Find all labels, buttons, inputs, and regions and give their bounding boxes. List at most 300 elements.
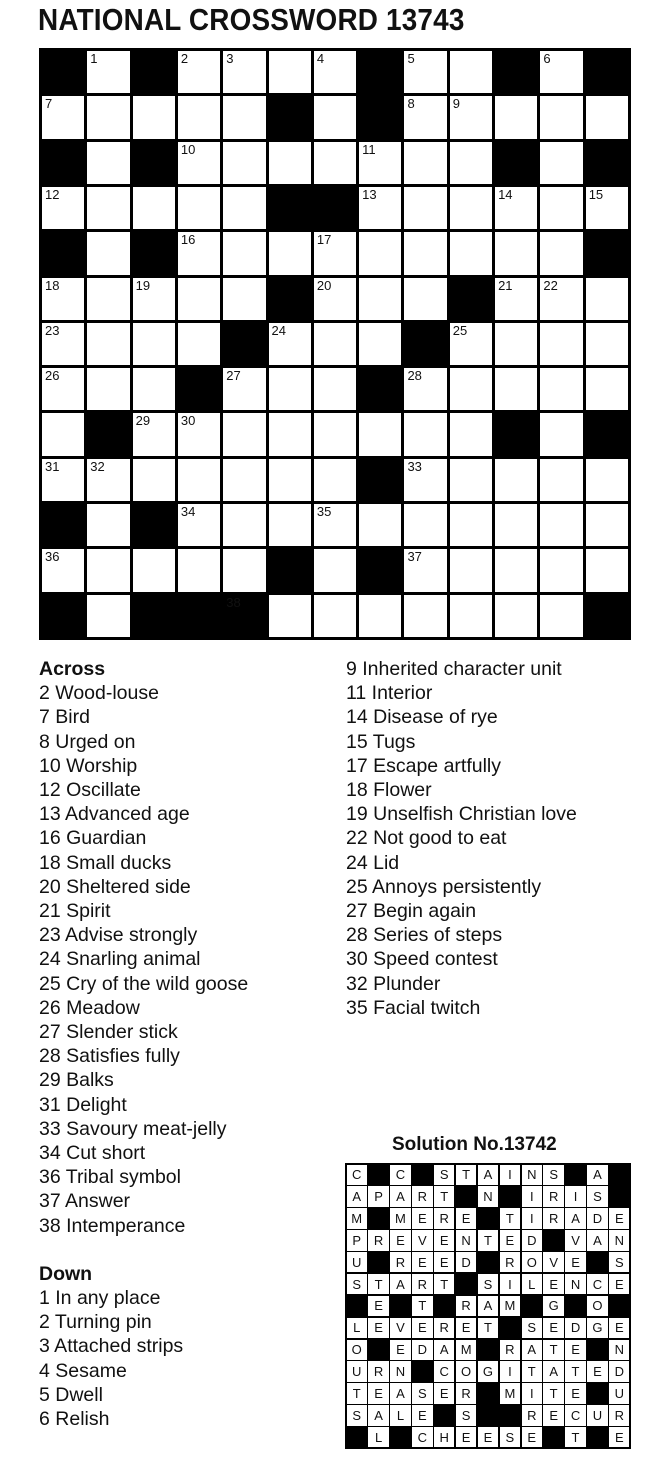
black-square	[269, 278, 311, 320]
grid-cell[interactable]	[133, 187, 175, 229]
solution-letter: P	[347, 1230, 367, 1250]
black-square	[223, 595, 265, 637]
solution-title: Solution No.13742	[392, 1134, 557, 1155]
grid-cell[interactable]	[314, 504, 356, 546]
clue-number: 19	[135, 277, 151, 293]
solution-letter: E	[434, 1252, 454, 1272]
solution-letter: A	[587, 1230, 607, 1250]
black-square	[42, 232, 84, 274]
black-square	[269, 96, 311, 138]
solution-letter: N	[609, 1340, 629, 1360]
grid-cell[interactable]	[359, 187, 401, 229]
grid-cell[interactable]	[133, 323, 175, 365]
solution-letter: A	[522, 1340, 542, 1360]
clue-number: 25	[452, 322, 468, 338]
grid-cell[interactable]	[359, 413, 401, 455]
grid-cell[interactable]	[223, 51, 265, 93]
solution-letter: L	[347, 1318, 367, 1338]
solution-letter: E	[609, 1208, 629, 1228]
grid-cell[interactable]	[314, 595, 356, 637]
solution-black-square	[543, 1230, 563, 1250]
grid-cell[interactable]	[404, 459, 446, 501]
grid-cell[interactable]	[133, 368, 175, 410]
grid-cell[interactable]	[87, 549, 129, 591]
grid-cell[interactable]	[133, 278, 175, 320]
grid-cell[interactable]	[540, 278, 582, 320]
grid-cell[interactable]	[314, 413, 356, 455]
solution-letter: T	[456, 1165, 476, 1185]
black-square	[133, 51, 175, 93]
solution-letter: D	[565, 1318, 585, 1338]
clue-number: 22	[543, 277, 558, 293]
clues-left-column	[39, 657, 248, 1431]
solution-letter: S	[609, 1252, 629, 1272]
grid-cell[interactable]	[87, 504, 129, 546]
clue: 23 Advise strongly	[39, 924, 198, 947]
grid-cell[interactable]	[540, 187, 582, 229]
grid-cell[interactable]	[42, 187, 84, 229]
solution-letter: L	[522, 1274, 542, 1294]
black-square	[87, 413, 129, 455]
grid-cell[interactable]	[450, 504, 492, 546]
grid-cell[interactable]	[586, 504, 628, 546]
grid-cell[interactable]	[359, 278, 401, 320]
grid-cell[interactable]	[540, 96, 582, 138]
grid-cell[interactable]	[404, 187, 446, 229]
grid-cell[interactable]	[495, 232, 537, 274]
grid-cell[interactable]	[540, 51, 582, 93]
grid-cell[interactable]	[359, 504, 401, 546]
solution-letter: M	[500, 1383, 520, 1403]
grid-cell[interactable]	[87, 51, 129, 93]
clue-number: 12	[45, 186, 60, 202]
clue: 36 Tribal symbol	[39, 1166, 181, 1189]
solution-letter: S	[434, 1165, 454, 1185]
solution-letter: L	[390, 1405, 410, 1425]
clue-number: 1	[90, 51, 98, 66]
grid-cell[interactable]	[495, 504, 537, 546]
solution-letter: N	[609, 1230, 629, 1250]
grid-cell[interactable]	[269, 232, 311, 274]
solution-letter: A	[368, 1405, 388, 1425]
grid-cell[interactable]	[495, 278, 537, 320]
grid-cell[interactable]	[450, 323, 492, 365]
clue-number: 11	[362, 141, 376, 157]
grid-cell[interactable]	[223, 232, 265, 274]
grid-cell[interactable]	[178, 96, 220, 138]
grid-cell[interactable]	[495, 595, 537, 637]
black-square	[42, 504, 84, 546]
solution-letter: G	[478, 1361, 498, 1381]
grid-cell[interactable]	[87, 142, 129, 184]
solution-letter: S	[478, 1274, 498, 1294]
grid-cell[interactable]	[223, 278, 265, 320]
solution-letter: T	[478, 1318, 498, 1338]
solution-grid	[345, 1163, 631, 1449]
solution-letter: S	[456, 1405, 476, 1425]
grid-cell[interactable]	[223, 504, 265, 546]
grid-cell[interactable]	[450, 96, 492, 138]
clue: 1 In any place	[39, 1287, 161, 1310]
clue: 5 Dwell	[39, 1383, 103, 1406]
grid-cell[interactable]	[87, 232, 129, 274]
grid-cell[interactable]	[178, 413, 220, 455]
grid-cell[interactable]	[404, 549, 446, 591]
black-square	[42, 51, 84, 93]
solution-black-square	[587, 1340, 607, 1360]
grid-cell[interactable]	[450, 187, 492, 229]
grid-cell[interactable]	[404, 232, 446, 274]
clue: 4 Sesame	[39, 1359, 127, 1382]
clue: 30 Speed contest	[346, 948, 498, 971]
grid-cell[interactable]	[269, 142, 311, 184]
black-square	[359, 459, 401, 501]
grid-cell[interactable]	[87, 96, 129, 138]
solution-black-square	[500, 1318, 520, 1338]
solution-letter: R	[609, 1405, 629, 1425]
grid-cell[interactable]	[223, 187, 265, 229]
grid-cell[interactable]	[314, 142, 356, 184]
grid-cell[interactable]	[404, 504, 446, 546]
grid-cell[interactable]	[495, 459, 537, 501]
solution-letter: N	[522, 1165, 542, 1185]
solution-letter: A	[347, 1186, 367, 1206]
grid-cell[interactable]	[133, 413, 175, 455]
solution-black-square	[522, 1296, 542, 1316]
black-square	[586, 413, 628, 455]
solution-letter: T	[565, 1361, 585, 1381]
solution-letter: T	[500, 1208, 520, 1228]
clue: 35 Facial twitch	[346, 996, 481, 1019]
solution-letter: L	[368, 1427, 388, 1447]
grid-cell[interactable]	[450, 549, 492, 591]
clue-number: 38	[226, 594, 241, 610]
solution-letter: D	[609, 1361, 629, 1381]
grid-cell[interactable]	[42, 96, 84, 138]
grid-cell[interactable]	[314, 323, 356, 365]
clue: 24 Lid	[346, 851, 400, 874]
grid-cell[interactable]	[586, 323, 628, 365]
solution-letter: D	[412, 1340, 432, 1360]
solution-letter: E	[543, 1318, 563, 1338]
solution-letter: E	[368, 1383, 388, 1403]
clue-number: 36	[45, 549, 60, 565]
grid-cell[interactable]	[178, 278, 220, 320]
grid-cell[interactable]	[133, 459, 175, 501]
solution-letter: T	[478, 1230, 498, 1250]
clue: 9 Inherited character unit	[346, 658, 562, 680]
solution-letter: E	[565, 1252, 585, 1272]
grid-cell[interactable]	[178, 504, 220, 546]
grid-cell[interactable]	[404, 413, 446, 455]
solution-letter: M	[500, 1296, 520, 1316]
black-square	[495, 413, 537, 455]
grid-cell[interactable]	[314, 459, 356, 501]
grid-cell[interactable]	[178, 459, 220, 501]
clue-number: 28	[407, 368, 422, 384]
grid-cell[interactable]	[178, 232, 220, 274]
solution-letter: E	[434, 1230, 454, 1250]
grid-cell[interactable]	[223, 549, 265, 591]
grid-cell[interactable]	[495, 368, 537, 410]
grid-cell[interactable]	[133, 96, 175, 138]
grid-cell[interactable]	[450, 413, 492, 455]
solution-letter: M	[390, 1208, 410, 1228]
solution-letter: R	[456, 1296, 476, 1316]
solution-letter: T	[368, 1274, 388, 1294]
solution-black-square	[434, 1405, 454, 1425]
clue: 29 Balks	[39, 1069, 114, 1092]
clue: 32 Plunder	[346, 972, 441, 995]
black-square	[133, 595, 175, 637]
grid-cell[interactable]	[87, 323, 129, 365]
grid-cell[interactable]	[42, 413, 84, 455]
solution-letter: T	[412, 1296, 432, 1316]
grid-cell[interactable]	[178, 549, 220, 591]
grid-cell[interactable]	[586, 368, 628, 410]
across-heading: Across	[39, 658, 106, 680]
solution-letter: R	[368, 1361, 388, 1381]
grid-cell[interactable]	[314, 96, 356, 138]
grid-cell[interactable]	[87, 278, 129, 320]
solution-black-square	[368, 1252, 388, 1272]
grid-cell[interactable]	[42, 368, 84, 410]
solution-letter: C	[587, 1274, 607, 1294]
solution-black-square	[500, 1186, 520, 1206]
grid-cell[interactable]	[404, 142, 446, 184]
solution-letter: I	[500, 1274, 520, 1294]
grid-cell[interactable]	[540, 413, 582, 455]
clue: 8 Urged on	[39, 730, 136, 753]
solution-black-square	[412, 1361, 432, 1381]
solution-letter: R	[390, 1252, 410, 1272]
grid-cell[interactable]	[42, 459, 84, 501]
grid-cell[interactable]	[450, 232, 492, 274]
clue-number: 4	[316, 51, 325, 66]
grid-cell[interactable]	[223, 368, 265, 410]
grid-cell[interactable]	[223, 459, 265, 501]
grid-cell[interactable]	[314, 51, 356, 93]
page-title: NATIONAL CROSSWORD 13743	[38, 2, 465, 37]
clue: 18 Small ducks	[39, 851, 172, 874]
solution-letter: E	[478, 1427, 498, 1447]
black-square	[133, 504, 175, 546]
clue: 17 Escape artfully	[346, 754, 502, 777]
solution-letter: E	[412, 1405, 432, 1425]
solution-letter: R	[412, 1274, 432, 1294]
grid-cell[interactable]	[223, 96, 265, 138]
solution-black-square	[565, 1296, 585, 1316]
black-square	[133, 232, 175, 274]
grid-cell[interactable]	[178, 323, 220, 365]
grid-cell[interactable]	[269, 459, 311, 501]
clue-number: 24	[271, 322, 286, 338]
black-square	[314, 187, 356, 229]
clue-number: 8	[407, 96, 415, 112]
solution-letter: E	[368, 1296, 388, 1316]
grid-cell[interactable]	[540, 368, 582, 410]
grid-cell[interactable]	[540, 232, 582, 274]
solution-letter: E	[456, 1208, 476, 1228]
grid-cell[interactable]	[540, 142, 582, 184]
black-square	[223, 323, 265, 365]
grid-cell[interactable]	[540, 323, 582, 365]
solution-letter: E	[565, 1383, 585, 1403]
grid-cell[interactable]	[178, 51, 220, 93]
grid-cell[interactable]	[87, 595, 129, 637]
grid-cell[interactable]	[269, 413, 311, 455]
grid-cell[interactable]	[87, 459, 129, 501]
solution-letter: U	[587, 1405, 607, 1425]
solution-letter: R	[543, 1186, 563, 1206]
solution-black-square	[478, 1252, 498, 1272]
clue-number: 37	[407, 549, 422, 565]
grid-cell[interactable]	[314, 278, 356, 320]
grid-cell[interactable]	[495, 549, 537, 591]
clue-number: 3	[226, 51, 234, 66]
grid-cell[interactable]	[540, 459, 582, 501]
black-square	[586, 51, 628, 93]
black-square	[359, 51, 401, 93]
grid-cell[interactable]	[314, 368, 356, 410]
black-square	[586, 232, 628, 274]
grid-cell[interactable]	[223, 142, 265, 184]
clue: 2 Wood-louse	[39, 682, 159, 705]
clue: 27 Slender stick	[39, 1021, 178, 1044]
grid-cell[interactable]	[540, 504, 582, 546]
grid-cell[interactable]	[269, 51, 311, 93]
grid-cell[interactable]	[586, 187, 628, 229]
grid-cell[interactable]	[87, 368, 129, 410]
grid-cell[interactable]	[495, 187, 537, 229]
black-square	[450, 278, 492, 320]
grid-cell[interactable]	[404, 595, 446, 637]
solution-letter: V	[412, 1230, 432, 1250]
grid-cell[interactable]	[404, 51, 446, 93]
grid-cell[interactable]	[404, 96, 446, 138]
solution-letter: N	[456, 1230, 476, 1250]
clue: 27 Begin again	[346, 900, 477, 923]
solution-letter: A	[478, 1296, 498, 1316]
solution-letter: V	[543, 1252, 563, 1272]
grid-cell[interactable]	[540, 549, 582, 591]
grid-cell[interactable]	[269, 368, 311, 410]
solution-letter: R	[412, 1186, 432, 1206]
grid-cell[interactable]	[450, 459, 492, 501]
solution-letter: E	[543, 1274, 563, 1294]
grid-cell[interactable]	[178, 187, 220, 229]
solution-letter: M	[347, 1208, 367, 1228]
solution-letter: R	[456, 1383, 476, 1403]
grid-cell[interactable]	[269, 595, 311, 637]
grid-cell[interactable]	[450, 142, 492, 184]
clue-number: 26	[45, 368, 60, 384]
clue-number: 21	[498, 277, 513, 293]
grid-cell[interactable]	[269, 504, 311, 546]
black-square	[359, 96, 401, 138]
solution-black-square	[587, 1383, 607, 1403]
solution-black-square	[478, 1340, 498, 1360]
solution-letter: O	[456, 1361, 476, 1381]
grid-cell[interactable]	[359, 595, 401, 637]
grid-cell[interactable]	[359, 323, 401, 365]
black-square	[42, 595, 84, 637]
solution-letter: R	[500, 1340, 520, 1360]
grid-cell[interactable]	[178, 142, 220, 184]
solution-letter: E	[368, 1318, 388, 1338]
clue-number: 27	[226, 368, 241, 384]
black-square	[359, 549, 401, 591]
solution-letter: E	[412, 1252, 432, 1272]
grid-cell[interactable]	[586, 459, 628, 501]
solution-letter: O	[347, 1340, 367, 1360]
grid-cell[interactable]	[404, 278, 446, 320]
grid-cell[interactable]	[42, 278, 84, 320]
clue-number: 5	[407, 51, 415, 66]
solution-black-square	[368, 1165, 388, 1185]
down-clue-list-continued	[346, 657, 577, 1020]
clue: 33 Savoury meat-jelly	[39, 1117, 227, 1140]
grid-cell[interactable]	[586, 549, 628, 591]
solution-letter: E	[456, 1427, 476, 1447]
grid-cell[interactable]	[314, 549, 356, 591]
grid-cell[interactable]	[42, 549, 84, 591]
solution-letter: S	[543, 1165, 563, 1185]
solution-letter: E	[434, 1383, 454, 1403]
solution-letter: I	[522, 1208, 542, 1228]
grid-cell[interactable]	[223, 413, 265, 455]
solution-letter: R	[543, 1208, 563, 1228]
grid-cell[interactable]	[314, 232, 356, 274]
grid-cell[interactable]	[495, 96, 537, 138]
grid-cell[interactable]	[450, 51, 492, 93]
clue: 28 Satisfies fully	[39, 1045, 180, 1068]
solution-letter: S	[587, 1186, 607, 1206]
grid-cell[interactable]	[586, 96, 628, 138]
clue: 11 Interior	[346, 682, 433, 705]
grid-cell[interactable]	[359, 232, 401, 274]
clue: 12 Oscillate	[39, 779, 141, 802]
solution-letter: H	[434, 1427, 454, 1447]
solution-black-square	[478, 1405, 498, 1425]
grid-cell[interactable]	[586, 278, 628, 320]
solution-letter: N	[565, 1274, 585, 1294]
grid-cell[interactable]	[450, 595, 492, 637]
solution-letter: A	[543, 1361, 563, 1381]
solution-letter: U	[347, 1361, 367, 1381]
clue-number: 33	[407, 458, 422, 474]
grid-cell[interactable]	[495, 323, 537, 365]
grid-cell[interactable]	[359, 142, 401, 184]
grid-cell[interactable]	[42, 323, 84, 365]
solution-letter: V	[565, 1230, 585, 1250]
solution-letter: D	[456, 1252, 476, 1272]
grid-cell[interactable]	[87, 187, 129, 229]
clue-number: 34	[180, 504, 196, 520]
grid-cell[interactable]	[450, 368, 492, 410]
solution-letter: E	[456, 1318, 476, 1338]
grid-cell[interactable]	[133, 549, 175, 591]
grid-cell[interactable]	[269, 323, 311, 365]
solution-letter: I	[522, 1383, 542, 1403]
solution-letter: R	[522, 1405, 542, 1425]
clue: 2 Turning pin	[39, 1311, 152, 1334]
clue: 19 Unselfish Christian love	[346, 803, 577, 826]
grid-cell[interactable]	[404, 368, 446, 410]
grid-cell[interactable]	[540, 595, 582, 637]
clue-number: 29	[135, 413, 151, 429]
solution-letter: D	[587, 1208, 607, 1228]
